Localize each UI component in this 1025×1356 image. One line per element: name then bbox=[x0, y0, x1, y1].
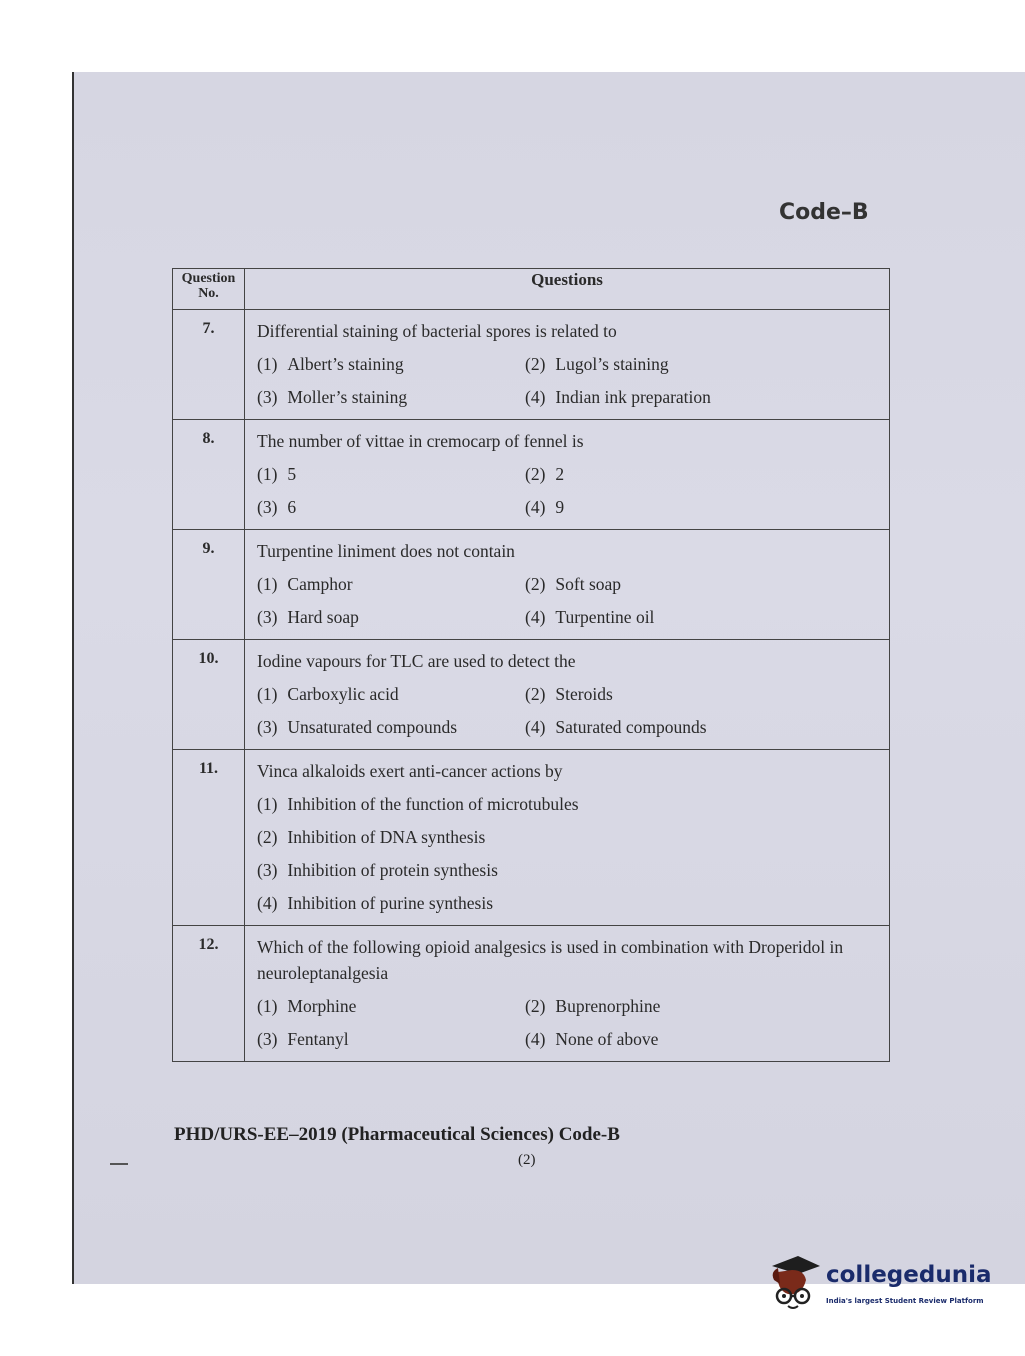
questions-table bbox=[172, 268, 890, 1062]
option-text: 2 bbox=[555, 464, 565, 484]
question-row bbox=[173, 640, 890, 750]
answer-options bbox=[257, 572, 881, 629]
answer-option bbox=[257, 352, 525, 376]
answer-option bbox=[257, 572, 525, 596]
option-number: (2) bbox=[525, 574, 546, 594]
option-text: Carboxylic acid bbox=[287, 684, 399, 704]
question-content bbox=[245, 926, 890, 1062]
answer-options bbox=[257, 994, 881, 1051]
answer-option bbox=[525, 715, 881, 739]
answer-option bbox=[257, 605, 525, 629]
option-number: (1) bbox=[257, 996, 278, 1016]
option-text: Indian ink preparation bbox=[555, 387, 711, 407]
option-text: 6 bbox=[287, 497, 297, 517]
answer-options bbox=[257, 682, 881, 739]
question-number: 8. bbox=[173, 420, 245, 530]
question-stem: The number of vittae in cremocarp of fennel is bbox=[257, 431, 584, 451]
answer-option bbox=[257, 385, 525, 409]
option-number: (2) bbox=[525, 996, 546, 1016]
answer-options bbox=[257, 462, 881, 519]
answer-option bbox=[257, 792, 881, 816]
page-number: (2) bbox=[518, 1152, 536, 1168]
option-number: (3) bbox=[257, 860, 278, 880]
option-number: (1) bbox=[257, 574, 278, 594]
option-text: Steroids bbox=[555, 684, 613, 704]
option-number: (3) bbox=[257, 1029, 278, 1049]
option-text: Albert’s staining bbox=[287, 354, 404, 374]
option-text: Inhibition of protein synthesis bbox=[287, 860, 498, 880]
question-number: 9. bbox=[173, 530, 245, 640]
answer-option bbox=[257, 715, 525, 739]
option-text: 5 bbox=[287, 464, 297, 484]
option-number: (4) bbox=[257, 893, 278, 913]
option-number: (3) bbox=[257, 497, 278, 517]
answer-option bbox=[525, 495, 881, 519]
question-stem: Which of the following opioid analgesics is used in combination with Droperidol in neuroleptanalgesia bbox=[257, 937, 844, 983]
option-number: (4) bbox=[525, 717, 546, 737]
option-number: (4) bbox=[525, 607, 546, 627]
option-text: Inhibition of purine synthesis bbox=[287, 893, 494, 913]
question-stem: Vinca alkaloids exert anti-cancer actions by bbox=[257, 761, 563, 781]
option-number: (2) bbox=[525, 354, 546, 374]
option-number: (2) bbox=[525, 464, 546, 484]
option-text: Saturated compounds bbox=[555, 717, 707, 737]
answer-option bbox=[525, 352, 881, 376]
answer-option bbox=[525, 994, 881, 1018]
option-number: (4) bbox=[525, 387, 546, 407]
answer-option bbox=[257, 682, 525, 706]
question-stem: Differential staining of bacterial spores is related to bbox=[257, 321, 617, 341]
question-content bbox=[245, 530, 890, 640]
option-number: (4) bbox=[525, 497, 546, 517]
brand-tagline: India's largest Student Review Platform bbox=[826, 1297, 984, 1305]
question-content bbox=[245, 640, 890, 750]
answer-option bbox=[257, 462, 525, 486]
option-number: (1) bbox=[257, 794, 278, 814]
answer-option bbox=[257, 825, 881, 849]
option-number: (2) bbox=[257, 827, 278, 847]
option-text: Camphor bbox=[287, 574, 353, 594]
question-content bbox=[245, 420, 890, 530]
answer-option bbox=[525, 605, 881, 629]
answer-option bbox=[257, 495, 525, 519]
question-row bbox=[173, 530, 890, 640]
option-text: Moller’s staining bbox=[287, 387, 408, 407]
option-number: (1) bbox=[257, 684, 278, 704]
option-text: Turpentine oil bbox=[555, 607, 655, 627]
question-stem: Iodine vapours for TLC are used to detect the bbox=[257, 651, 576, 671]
answer-option bbox=[525, 572, 881, 596]
question-row bbox=[173, 750, 890, 926]
option-text: Soft soap bbox=[555, 574, 622, 594]
question-number: 11. bbox=[173, 750, 245, 926]
question-row bbox=[173, 926, 890, 1062]
answer-options bbox=[257, 792, 881, 915]
paper-footer: PHD/URS-EE–2019 (Pharmaceutical Sciences) Code-B bbox=[174, 1124, 620, 1145]
option-text: Hard soap bbox=[287, 607, 359, 627]
brand-name: collegedunia bbox=[826, 1262, 992, 1288]
question-content bbox=[245, 310, 890, 420]
questions-body bbox=[173, 310, 890, 1062]
question-content bbox=[245, 750, 890, 926]
question-number: 10. bbox=[173, 640, 245, 750]
answer-option bbox=[525, 1027, 881, 1051]
answer-option bbox=[257, 891, 881, 915]
question-row bbox=[173, 420, 890, 530]
column-header-question-no: Question No. bbox=[173, 269, 245, 310]
question-number: 12. bbox=[173, 926, 245, 1062]
answer-options bbox=[257, 352, 881, 409]
answer-option bbox=[257, 994, 525, 1018]
answer-option bbox=[525, 385, 881, 409]
option-text: Buprenorphine bbox=[555, 996, 661, 1016]
option-number: (1) bbox=[257, 354, 278, 374]
option-text: 9 bbox=[555, 497, 565, 517]
option-number: (2) bbox=[525, 684, 546, 704]
answer-option bbox=[257, 1027, 525, 1051]
collegedunia-logo bbox=[768, 1250, 993, 1320]
answer-option bbox=[257, 858, 881, 882]
option-text: Inhibition of DNA synthesis bbox=[287, 827, 486, 847]
option-number: (1) bbox=[257, 464, 278, 484]
option-text: Inhibition of the function of microtubules bbox=[287, 794, 579, 814]
option-text: Lugol’s staining bbox=[555, 354, 669, 374]
option-text: Morphine bbox=[287, 996, 357, 1016]
option-number: (3) bbox=[257, 387, 278, 407]
answer-option bbox=[525, 462, 881, 486]
question-stem: Turpentine liniment does not contain bbox=[257, 541, 515, 561]
margin-mark bbox=[110, 1163, 128, 1165]
option-number: (3) bbox=[257, 717, 278, 737]
question-row bbox=[173, 310, 890, 420]
question-number: 7. bbox=[173, 310, 245, 420]
option-text: Unsaturated compounds bbox=[287, 717, 458, 737]
option-number: (4) bbox=[525, 1029, 546, 1049]
option-number: (3) bbox=[257, 607, 278, 627]
paper-code-header: Code–B bbox=[779, 200, 869, 225]
option-text: None of above bbox=[555, 1029, 659, 1049]
answer-option bbox=[525, 682, 881, 706]
column-header-questions: Questions bbox=[245, 269, 890, 310]
option-text: Fentanyl bbox=[287, 1029, 349, 1049]
graduate-mascot-icon bbox=[768, 1250, 820, 1312]
